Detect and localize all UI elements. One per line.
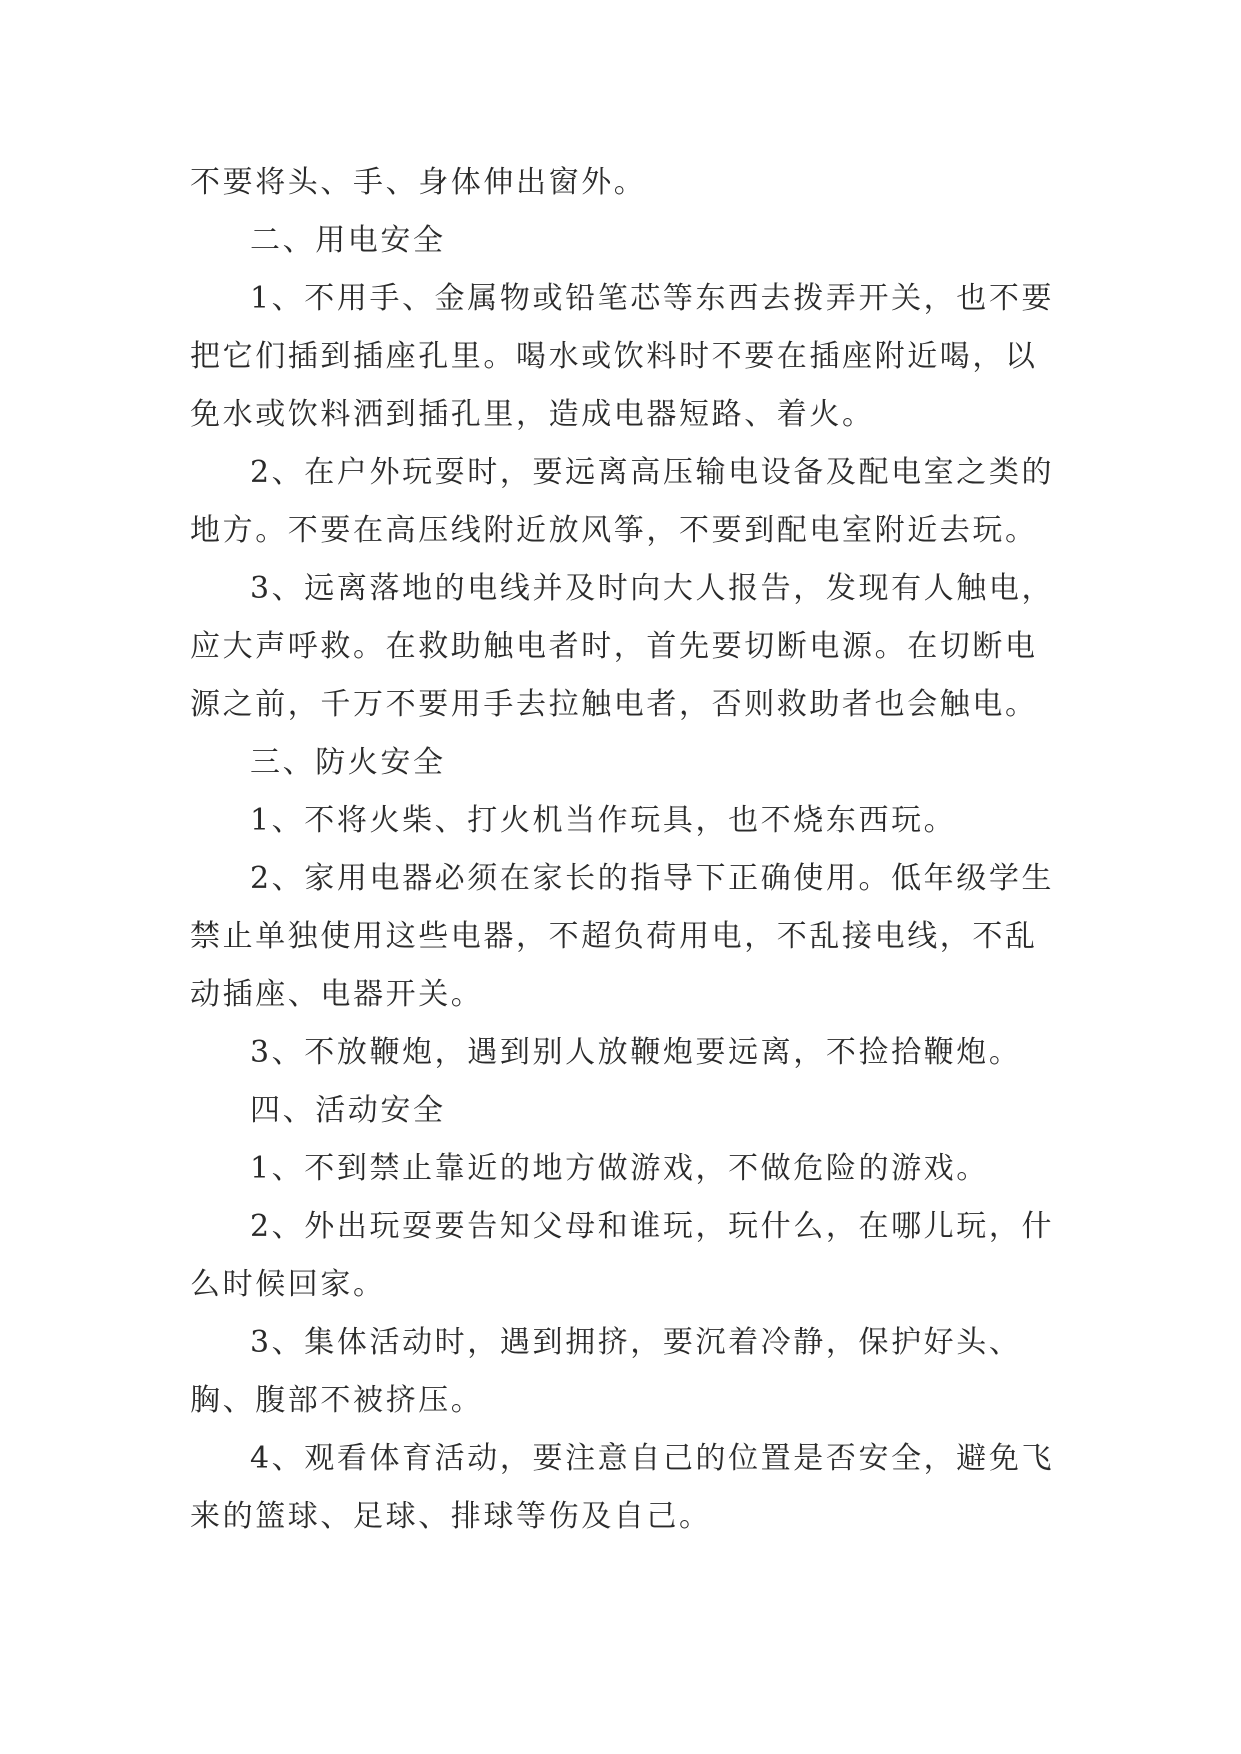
paragraph-window-safety-tail: 不要将头、手、身体伸出窗外。 (190, 165, 647, 200)
paragraph-electrical-3: 3、远离落地的电线并及时向大人报告，发现有人触电，应大声呼救。在救助触电者时，首先要切断电源。在切断电源之前，千万不要用手去拉触电者，否则救助者也会触电。 (190, 571, 1055, 722)
paragraph-activity-2: 2、外出玩耍要告知父母和谁玩，玩什么，在哪儿玩，什么时候回家。 (190, 1209, 1055, 1302)
section-heading-fire-safety: 三、防火安全 (250, 745, 446, 780)
paragraph-activity-1: 1、不到禁止靠近的地方做游戏，不做危险的游戏。 (250, 1151, 989, 1186)
section-heading-electrical-safety: 二、用电安全 (250, 223, 446, 258)
paragraph-fire-3: 3、不放鞭炮，遇到别人放鞭炮要远离，不捡拾鞭炮。 (250, 1035, 1022, 1070)
section-heading-activity-safety: 四、活动安全 (250, 1093, 446, 1128)
paragraph-activity-3: 3、集体活动时，遇到拥挤，要沉着冷静，保护好头、胸、腹部不被挤压。 (190, 1325, 1022, 1418)
paragraph-electrical-1: 1、不用手、金属物或铅笔芯等东西去拨弄开关，也不要把它们插到插座孔里。喝水或饮料时不要在插座附近喝，以免水或饮料洒到插孔里，造成电器短路、着火。 (190, 281, 1055, 432)
paragraph-activity-4: 4、观看体育活动，要注意自己的位置是否安全，避免飞来的篮球、足球、排球等伤及自己。 (190, 1441, 1055, 1534)
document-body (190, 154, 1070, 1546)
paragraph-electrical-2: 2、在户外玩耍时，要远离高压输电设备及配电室之类的地方。不要在高压线附近放风筝，不要到配电室附近去玩。 (190, 455, 1055, 548)
paragraph-fire-1: 1、不将火柴、打火机当作玩具，也不烧东西玩。 (250, 803, 957, 838)
paragraph-fire-2: 2、家用电器必须在家长的指导下正确使用。低年级学生禁止单独使用这些电器，不超负荷用电，不乱接电线，不乱动插座、电器开关。 (190, 861, 1055, 1012)
